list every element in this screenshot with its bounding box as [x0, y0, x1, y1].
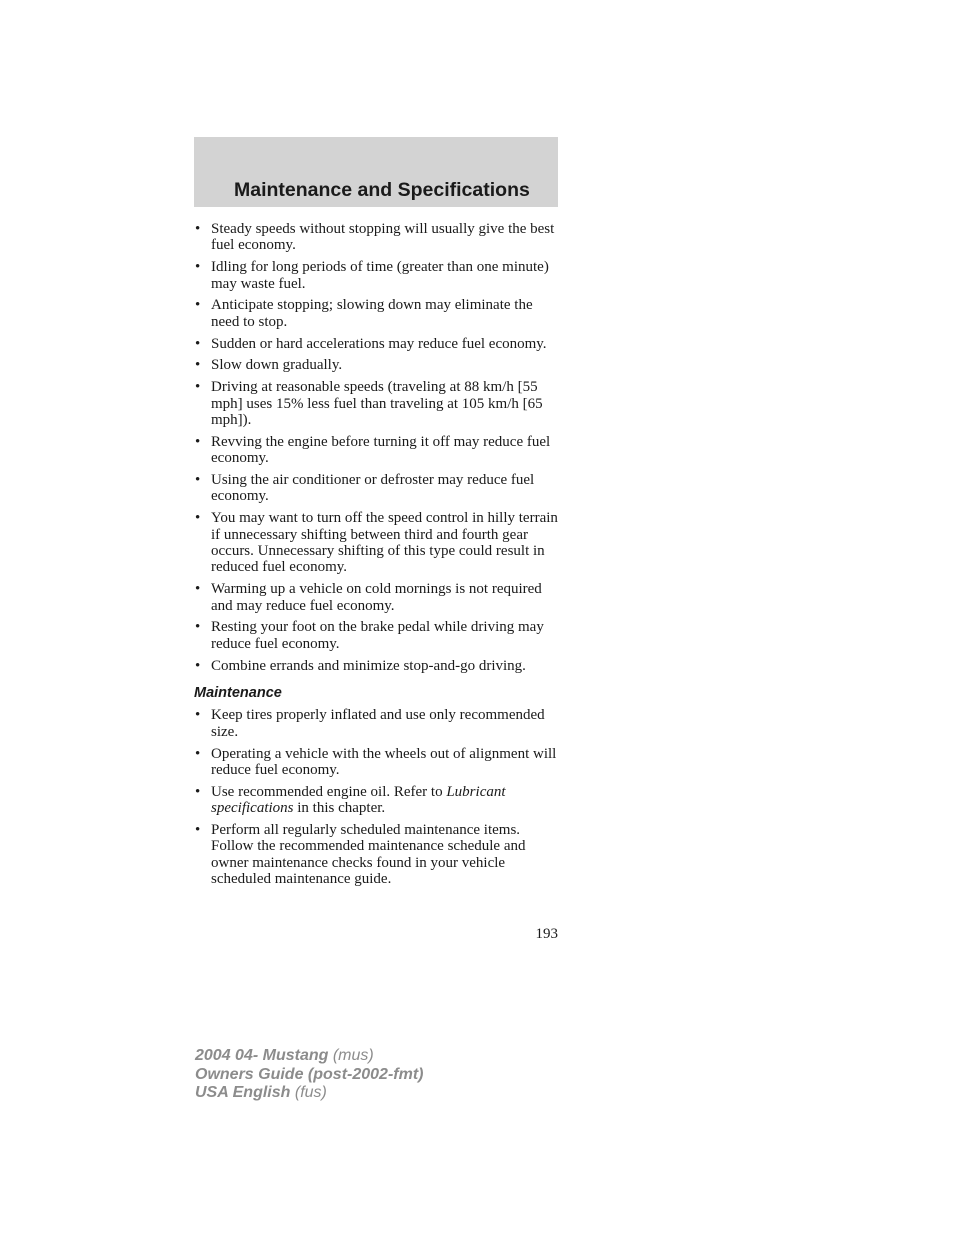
- footer-model: 2004 04- Mustang: [195, 1047, 329, 1064]
- list-item: • Revving the engine before turning it off may reduce fuel economy.: [194, 434, 560, 467]
- footer-language-code: (fus): [290, 1084, 327, 1101]
- footer-language: USA English: [195, 1084, 291, 1101]
- footer-line-language: [195, 1084, 423, 1103]
- list-item: • Steady speeds without stopping will usually give the best fuel economy.: [194, 221, 560, 254]
- list-item: • Perform all regularly scheduled maintenance items. Follow the recommended maintenance schedule and owner maintenance checks found in your vehicle scheduled maintenance guide.: [194, 822, 560, 888]
- list-item: • You may want to turn off the speed control in hilly terrain if unnecessary shifting between third and fourth gear occurs. Unnecessary shifting of this type could result in reduced fuel economy.: [194, 510, 560, 576]
- document-footer: [195, 1047, 423, 1103]
- fuel-economy-tips-list: [194, 221, 560, 674]
- list-item-text: Use recommended engine oil. Refer to: [211, 783, 447, 800]
- list-item: • Keep tires properly inflated and use only recommended size.: [194, 707, 560, 740]
- list-item: • Anticipate stopping; slowing down may eliminate the need to stop.: [194, 297, 560, 330]
- list-item: • Using the air conditioner or defroster may reduce fuel economy.: [194, 472, 560, 505]
- list-item: • Driving at reasonable speeds (traveling at 88 km/h [55 mph] uses 15% less fuel than traveling at 105 km/h [65 mph]).: [194, 379, 560, 428]
- list-item-text: in this chapter.: [293, 800, 386, 817]
- list-item: • Slow down gradually.: [194, 357, 560, 373]
- maintenance-heading: Maintenance: [194, 685, 282, 702]
- page-number: 193: [535, 926, 558, 942]
- list-item: [194, 784, 560, 817]
- footer-line-model: [195, 1047, 423, 1066]
- footer-model-code: (mus): [328, 1047, 374, 1064]
- list-item: • Operating a vehicle with the wheels out of alignment will reduce fuel economy.: [194, 746, 560, 779]
- chapter-header-band: [194, 137, 558, 207]
- lubricant-specifications-reference: Lubricant specifications: [211, 783, 506, 817]
- maintenance-tips-list: [194, 707, 560, 887]
- chapter-title: Maintenance and Specifications: [234, 179, 530, 201]
- list-item: • Idling for long periods of time (greater than one minute) may waste fuel.: [194, 259, 560, 292]
- footer-line-guide: [195, 1066, 423, 1085]
- list-item: • Sudden or hard accelerations may reduce fuel economy.: [194, 336, 560, 352]
- list-item: • Warming up a vehicle on cold mornings is not required and may reduce fuel economy.: [194, 581, 560, 614]
- footer-guide: Owners Guide (post-2002-fmt): [195, 1065, 424, 1083]
- list-item: • Combine errands and minimize stop-and-go driving.: [194, 658, 560, 674]
- page-content: [194, 221, 560, 893]
- list-item: • Resting your foot on the brake pedal while driving may reduce fuel economy.: [194, 619, 560, 652]
